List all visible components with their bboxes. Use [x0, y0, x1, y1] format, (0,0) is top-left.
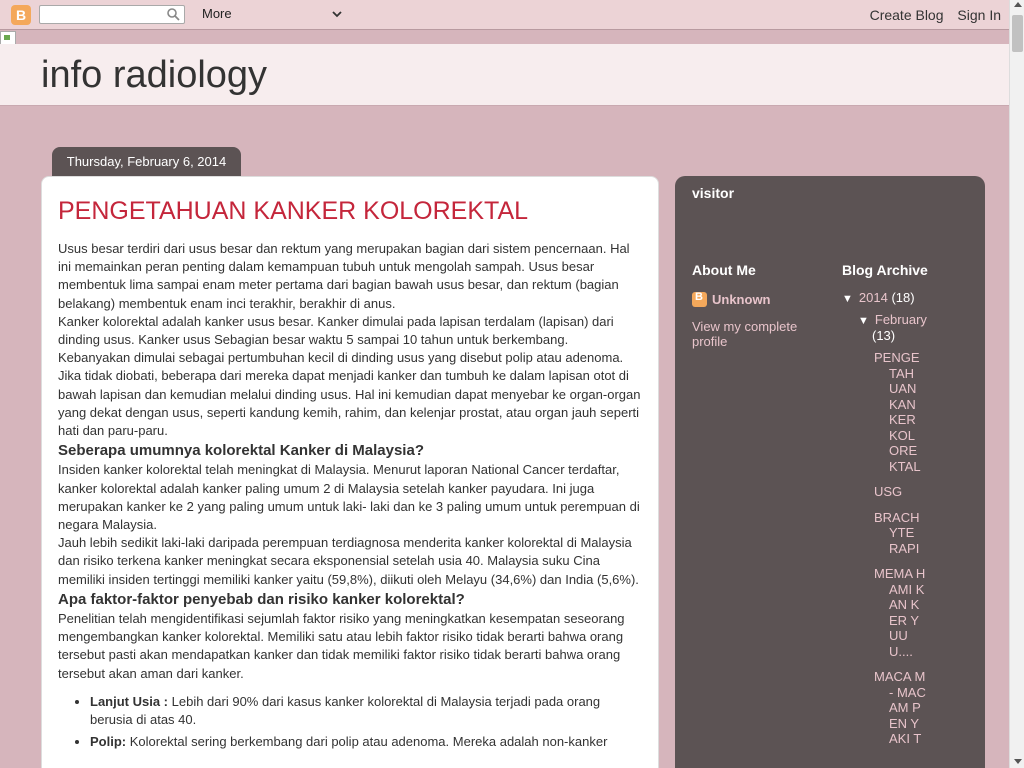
list-item	[90, 693, 642, 729]
list-item-label: Lanjut Usia :	[90, 693, 169, 709]
about-me-heading: About Me	[692, 262, 756, 278]
more-dropdown[interactable]	[202, 6, 342, 24]
post-subheading: Apa faktor-faktor penyebab dan risiko kanker kolorektal?	[58, 590, 465, 608]
post-title[interactable]: PENGETAHUAN KANKER KOLOREKTAL	[58, 197, 529, 225]
visitor-heading: visitor	[692, 185, 735, 201]
archive-month-link[interactable]: February	[874, 312, 927, 327]
blogger-logo-icon[interactable]: B	[11, 5, 31, 25]
scroll-up-arrow-icon[interactable]	[1014, 2, 1022, 7]
list-item	[90, 733, 642, 751]
post-paragraph: Kanker kolorektal adalah kanker usus besar. Kanker dimulai pada lapisan terdalam (lapisan) dari dinding usus. Kanker usus Sebagian besar waktu 5 sampai 10 tahun untuk berkembang. Kebanyakan dimulai sebagai pertumbuhan kecil di dinding usus yang disebut polip atau adenoma. Jika tidak diobati, beberapa dari mereka dapat menjadi kanker dan tumbuh ke dalam lapisan otot di bawah lapisan dan kemudian melalui dinding usus. Hal ini kemudian dapat menyebar ke organ-organ yang dekat dengan usus, seperti kandung kemih, rahim, dan kelenjar prostat, atau organ jauh seperti hati dan paru-paru.	[58, 313, 641, 439]
triangle-down-icon[interactable]: ▼	[858, 315, 869, 327]
chevron-down-icon	[332, 9, 342, 19]
scroll-down-arrow-icon[interactable]	[1014, 759, 1022, 764]
post-subheading: Seberapa umumnya kolorektal Kanker di Malaysia?	[58, 442, 424, 460]
archive-month[interactable]	[858, 312, 927, 327]
create-blog-link[interactable]: Create Blog	[869, 7, 944, 23]
archive-post-link[interactable]: PENGE TAH UAN KAN KER KOL ORE KTAL	[874, 350, 921, 474]
blogger-profile-icon	[692, 292, 707, 307]
post-paragraph: Insiden kanker kolorektal telah meningkat di Malaysia. Menurut laporan National Cancer terdaftar, kanker kolorektal adalah kanker paling umum 2 di Malaysia setelah kanker payudara. Ini juga merupakan kanker ke 2 yang paling umum untuk laki- laki dan ke 3 paling umum untuk perempuan di negara Malaysia.	[58, 462, 640, 533]
search-icon[interactable]	[166, 7, 180, 21]
archive-year-link[interactable]: 2014	[858, 290, 888, 305]
post-paragraph: Usus besar terdiri dari usus besar dan rektum yang merupakan bagian dari sistem pencernaan. Hal ini memainkan peran penting dalam kemampuan tubuh untuk mengolah sampah. Usus besar membentuk lima sampai enam meter pertama dari bagian bawah usus besar, dan rektum (bagian belakang) membentuk enam inci terakhir, berakhir di anus.	[58, 241, 630, 311]
post-container	[41, 176, 659, 768]
archive-month-count: (13)	[872, 328, 896, 343]
vertical-scrollbar[interactable]	[1009, 0, 1024, 768]
post-paragraph: Penelitian telah mengidentifikasi sejumlah faktor risiko yang meningkatkan kesempatan seseorang mengembangkan kanker kolorektal. Memiliki satu atau lebih faktor risiko tidak berarti bahwa orang tersebut pasti akan mendapatkan kanker dan tidak memiliki faktor risiko tidak berarti bahwa orang tersebut akan aman dari kanker.	[58, 611, 625, 681]
triangle-down-icon[interactable]: ▼	[842, 293, 853, 305]
archive-post-link[interactable]: BRACH YTE RAPI	[874, 509, 920, 556]
blog-header	[0, 44, 1009, 106]
archive-post-list	[874, 350, 926, 757]
blog-title[interactable]: info radiology	[41, 54, 268, 96]
blogger-navbar	[0, 0, 1009, 30]
search-box[interactable]	[39, 5, 185, 24]
archive-post-link[interactable]: MACA M- MAC AM PEN YAKI T	[874, 669, 926, 746]
scroll-thumb[interactable]	[1012, 15, 1023, 52]
list-item-text: Lebih dari 90% dari kasus kanker kolorektal di Malaysia terjadi pada orang berusia di atas 40.	[90, 693, 601, 728]
archive-post-link[interactable]: USG	[874, 484, 903, 499]
list-item-text: Kolorektal sering berkembang dari polip atau adenoma. Mereka adalah non-kanker	[126, 734, 608, 750]
profile-user[interactable]	[692, 292, 771, 307]
blog-archive-heading: Blog Archive	[842, 262, 928, 278]
broken-image-icon	[0, 31, 16, 45]
post-paragraph: Jauh lebih sedikit laki-laki daripada perempuan terdiagnosa menderita kanker kolorektal di Malaysia dan risiko terkena kanker meningkat secara eksponensial setelah usia 40. Malaysia suku Cina memiliki insiden tertinggi memiliki kanker yaitu (59,8%), diikuti oleh Melayu (34,6%) dan India (5,6%).	[58, 535, 639, 587]
post-body	[58, 240, 642, 751]
search-input[interactable]	[44, 7, 164, 24]
sign-in-link[interactable]: Sign In	[957, 7, 1001, 23]
more-label: More	[202, 6, 232, 21]
archive-year-count: (18)	[891, 290, 915, 305]
profile-name[interactable]: Unknown	[712, 292, 771, 307]
archive-year[interactable]	[842, 290, 915, 305]
view-profile-link[interactable]: View my complete profile	[692, 319, 798, 349]
post-date: Thursday, February 6, 2014	[52, 147, 241, 177]
archive-post-link[interactable]: MEMA HAMI KAN KER YUU U....	[874, 566, 926, 659]
list-item-label: Polip:	[90, 734, 127, 750]
sidebar	[675, 176, 985, 768]
risk-factor-list	[90, 693, 642, 752]
